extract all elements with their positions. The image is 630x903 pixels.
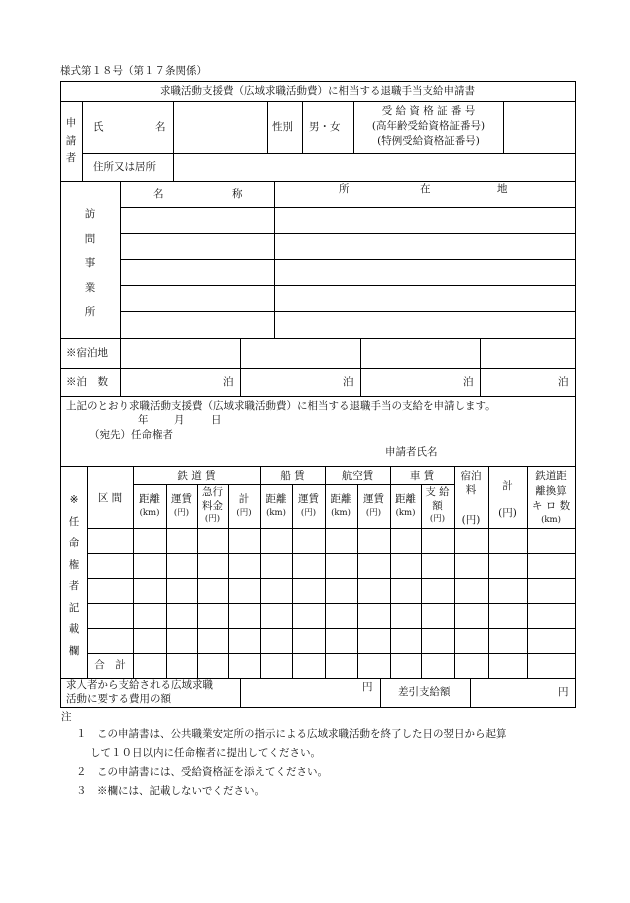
car-support-2: 額 — [432, 500, 443, 512]
note-2: ２ この申請書には、受給資格証を添えてください。 — [76, 766, 328, 778]
air-fare-unit: (円) — [365, 508, 382, 518]
col-name-1: 名 — [153, 188, 164, 200]
rail-fare-unit: (円) — [173, 508, 190, 518]
air-distance: 距離 — [330, 493, 352, 505]
nights-unit-2: 泊 — [343, 376, 354, 388]
car-label: 車 賃 — [409, 470, 435, 482]
deduct-yen: 円 — [558, 686, 569, 698]
form-number: 様式第１８号（第１７条関係） — [60, 65, 207, 77]
note-3: ３ ※欄には、記載しないでください。 — [76, 785, 265, 797]
officer-side-label: ※ 任 命 権 者 記 載 欄 — [68, 494, 80, 657]
air-label: 航空賃 — [341, 470, 374, 482]
cost-label-2: 活動に要する費用の額 — [66, 693, 171, 705]
applicant-side-label: 申 請 者 — [65, 117, 77, 164]
air-fare: 運賃 — [363, 493, 384, 505]
total-unit: (円) — [498, 507, 517, 519]
cert-number-field[interactable] — [504, 102, 574, 152]
deduct-label: 差引支給額 — [398, 686, 451, 698]
name-field[interactable] — [174, 102, 266, 152]
note-1-line-1: １ この申請書は、公共職業安定所の指示による広域求職活動を終了した日の翌日から起算 — [76, 728, 507, 740]
rail-distance: 距離 — [139, 493, 160, 505]
express-fee-2: 料金 — [202, 500, 223, 512]
rail-fare: 運賃 — [171, 493, 192, 505]
lodging-place-label: ※宿泊地 — [66, 347, 108, 359]
date-day: 日 — [211, 414, 222, 426]
col-location-2: 在 — [420, 183, 431, 195]
ship-fare-unit: (円) — [300, 508, 317, 518]
nights-unit-1: 泊 — [223, 376, 234, 388]
note-1-line-2: して１０日以内に任命権者に提出してください。 — [90, 747, 321, 759]
sum-label: 合 計 — [94, 659, 126, 671]
rail-subtotal: 計 — [238, 493, 250, 505]
cert-label-2: (高年齢受給資格証番号) — [371, 120, 486, 132]
car-distance: 距離 — [395, 493, 416, 505]
gender-select[interactable]: 男・女 — [309, 121, 341, 133]
nights-label: ※泊 数 — [66, 376, 108, 388]
nights-unit-4: 泊 — [558, 376, 569, 388]
nights-unit-3: 泊 — [463, 376, 474, 388]
cert-label-3: (特例受給資格証番号) — [377, 135, 480, 147]
name-label-1: 氏 — [93, 121, 104, 133]
date-month: 月 — [174, 414, 185, 426]
rail-km-unit: (km) — [541, 515, 561, 525]
section-label: 区 間 — [97, 492, 123, 504]
rail-subtotal-unit: (円) — [236, 508, 252, 518]
addressee: （宛先）任命権者 — [89, 429, 173, 441]
name-label-2: 名 — [155, 121, 166, 133]
visit-side-label: 訪 問 事 業 所 — [84, 208, 96, 318]
form-title: 求職活動支援費（広域求職活動費）に相当する退職手当支給申請書 — [160, 85, 475, 97]
col-location-3: 地 — [497, 183, 508, 195]
rail-km-label-1: 鉄道距 — [535, 470, 567, 482]
notes-header: 注 — [61, 711, 72, 723]
total-label: 計 — [502, 480, 513, 492]
address-field[interactable] — [174, 154, 574, 180]
lodging-fee-unit: (円) — [461, 514, 481, 526]
date-year: 年 — [138, 414, 149, 426]
rail-distance-unit: (km) — [139, 508, 160, 518]
car-support-1: 支 給 — [425, 486, 450, 498]
lodging-fee-label-1: 宿泊 — [460, 470, 482, 482]
gender-label: 性別 — [272, 121, 293, 133]
col-location-1: 所 — [339, 183, 350, 195]
cost-label-1: 求人者から支給される広域求職 — [66, 679, 213, 691]
cert-label-1: 受 給 資 格 証 番 号 — [381, 105, 476, 117]
car-distance-unit: (km) — [395, 508, 416, 518]
signer-label: 申請者氏名 — [385, 446, 438, 458]
address-label: 住所又は居所 — [93, 161, 156, 173]
car-support-unit: (円) — [429, 514, 446, 524]
ship-fare: 運賃 — [298, 493, 319, 505]
ship-distance: 距離 — [265, 493, 287, 505]
cost-yen: 円 — [362, 681, 373, 693]
express-fee-1: 急行 — [202, 486, 223, 498]
lodging-fee-label-2: 料 — [465, 484, 477, 496]
express-fee-unit: (円) — [204, 514, 221, 524]
rail-km-label-3: キ ロ 数 — [531, 500, 571, 512]
ship-label: 船 賃 — [280, 470, 305, 482]
air-distance-unit: (km) — [331, 508, 351, 518]
rail-label: 鉄 道 賃 — [177, 470, 216, 482]
col-name-2: 称 — [232, 188, 243, 200]
ship-distance-unit: (km) — [266, 508, 286, 518]
rail-km-label-2: 離換算 — [535, 485, 567, 497]
declaration-text: 上記のとおり求職活動支援費（広域求職活動費）に相当する退職手当の支給を申請します。 — [66, 400, 496, 412]
